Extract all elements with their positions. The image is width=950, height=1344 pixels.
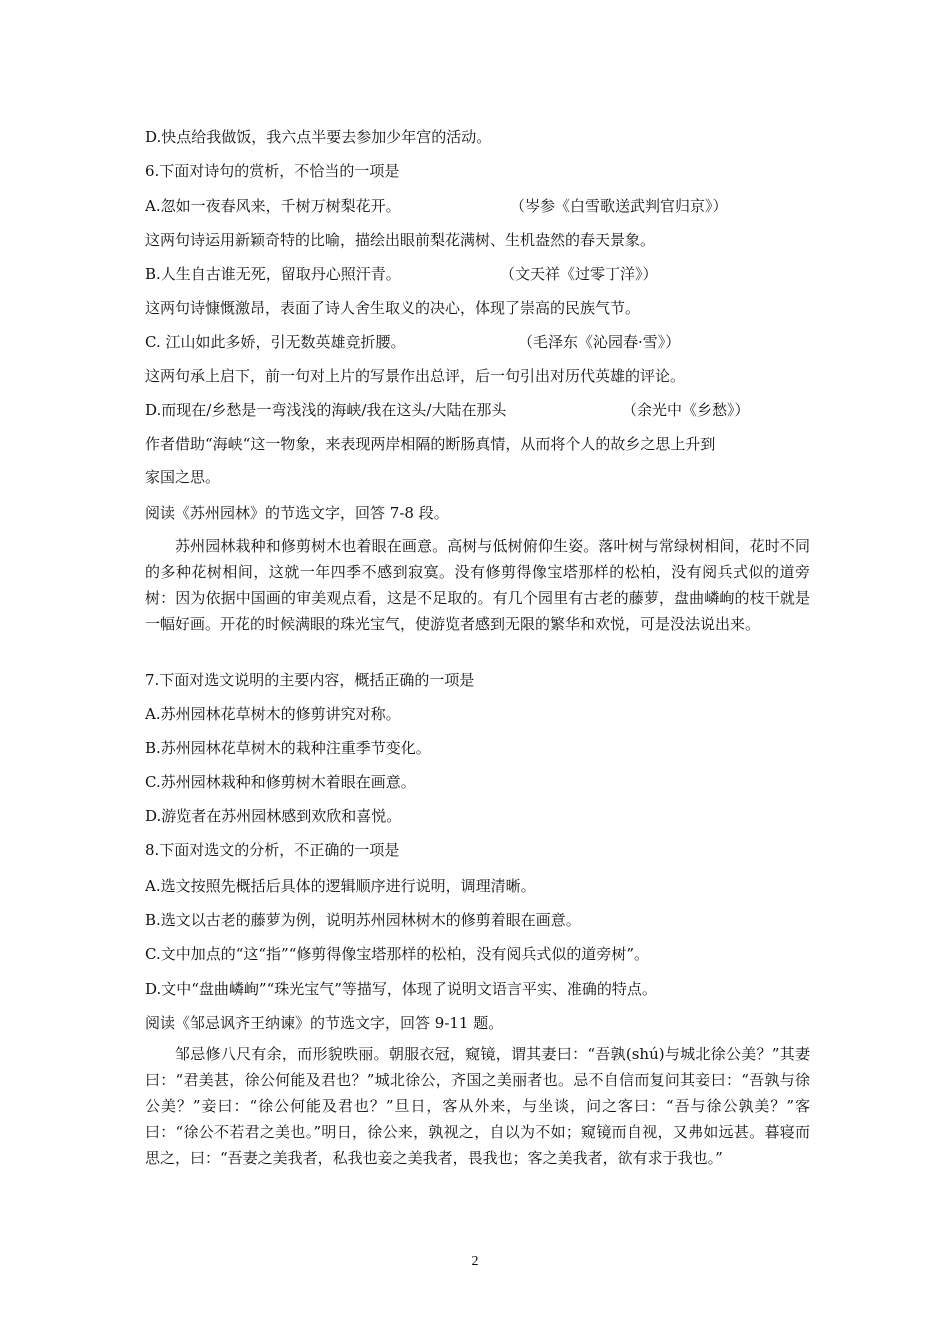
- reading2-passage: 邹忌修八尺有余，而形貌昳丽。朝服衣冠，窥镜，谓其妻曰：“吾孰(shú)与城北徐公美？”其妻曰：“君美甚，徐公何能及君也？”城北徐公，齐国之美丽者也。忌不自信而复问其妾曰：“吾孰与徐公美？”妾曰：“徐公何能及君也？”旦日，客从外来，与坐谈，问之客曰：“吾与徐公孰美？”客曰：“徐公不若君之美也。”明日，徐公来，孰视之，自以为不如；窥镜而自视，又弗如远甚。暮寝而思之，曰：“吾妻之美我者，私我也妾之美我者，畏我也；客之美我者，欲有求于我也。”: [145, 1045, 810, 1167]
- q7-option-c: C.苏州园林栽种和修剪树木着眼在画意。: [145, 773, 416, 791]
- q5-option-d: D.快点给我做饭，我六点半要去参加少年宫的活动。: [145, 128, 492, 146]
- q6-option-d-analysis-2: 家国之思。: [145, 468, 221, 486]
- q8-option-b: B.选文以古老的藤萝为例，说明苏州园林树木的修剪着眼在画意。: [145, 911, 581, 929]
- q6-option-a-analysis: 这两句诗运用新颖奇特的比喻，描绘出眼前梨花满树、生机盎然的春天景象。: [145, 231, 656, 249]
- q6-option-a-source: （岑参《白雪歌送武判官归京》）: [510, 197, 728, 215]
- q8-stem: 8.下面对选文的分析，不正确的一项是: [145, 841, 400, 859]
- q7-stem: 7.下面对选文说明的主要内容，概括正确的一项是: [145, 671, 475, 689]
- q6-option-c-line: C. 江山如此多娇，引无数英雄竞折腰。: [145, 333, 406, 351]
- q6-option-d-source: （余光中《乡愁》）: [622, 401, 750, 419]
- q6-option-b-analysis: 这两句诗慷慨激昂，表面了诗人舍生取义的决心，体现了崇高的民族气节。: [145, 299, 641, 317]
- reading1-intro: 阅读《苏州园林》的节选文字，回答 7-8 段。: [145, 504, 449, 522]
- q8-option-a: A.选文按照先概括后具体的逻辑顺序进行说明，调理清晰。: [145, 877, 536, 895]
- reading1-passage: 苏州园林栽种和修剪树木也着眼在画意。高树与低树俯仰生姿。落叶树与常绿树相间，花时不同的多种花树相间，这就一年四季不感到寂寞。没有修剪得像宝塔那样的松柏，没有阅兵式似的道旁树：因为依据中国画的审美观点看，这是不足取的。有几个园里有古老的藤萝，盘曲嶙峋的枝干就是一幅好画。开花的时候满眼的珠光宝气，使游览者感到无限的繁华和欢悦，可是没法说出来。: [145, 537, 810, 633]
- q6-option-c-analysis: 这两句承上启下，前一句对上片的写景作出总评，后一句引出对历代英雄的评论。: [145, 367, 686, 385]
- reading2-intro: 阅读《邹忌讽齐王纳谏》的节选文字，回答 9-11 题。: [145, 1014, 504, 1032]
- q6-option-c-source: （毛泽东《沁园春·雪》）: [518, 333, 681, 351]
- page-number: 2: [471, 1254, 479, 1269]
- q8-option-d: D.文中“盘曲嶙峋”“珠光宝气”等描写，体现了说明文语言平实、准确的特点。: [145, 980, 657, 998]
- q7-option-a: A.苏州园林花草树木的修剪讲究对称。: [145, 705, 401, 723]
- q6-stem: 6.下面对诗句的赏析，不恰当的一项是: [145, 162, 400, 180]
- q7-option-d: D.游览者在苏州园林感到欢欣和喜悦。: [145, 807, 402, 825]
- q6-option-b-line: B.人生自古谁无死，留取丹心照汗青。: [145, 265, 401, 283]
- q7-option-b: B.苏州园林花草树木的栽种注重季节变化。: [145, 739, 431, 757]
- q6-option-d-line: D.而现在/乡愁是一弯浅浅的海峡/我在这头/大陆在那头: [145, 401, 507, 419]
- q6-option-b-source: （文天祥《过零丁洋》）: [500, 265, 658, 283]
- q6-option-a-line: A.忽如一夜春风来，千树万树梨花开。: [145, 197, 401, 215]
- q6-option-d-analysis-1: 作者借助“海峡“这一物象，来表现两岸相隔的断肠真情，从而将个人的故乡之思上升到: [145, 435, 716, 453]
- q8-option-c: C.文中加点的“这“指”“修剪得像宝塔那样的松柏，没有阅兵式似的道旁树”。: [145, 945, 650, 963]
